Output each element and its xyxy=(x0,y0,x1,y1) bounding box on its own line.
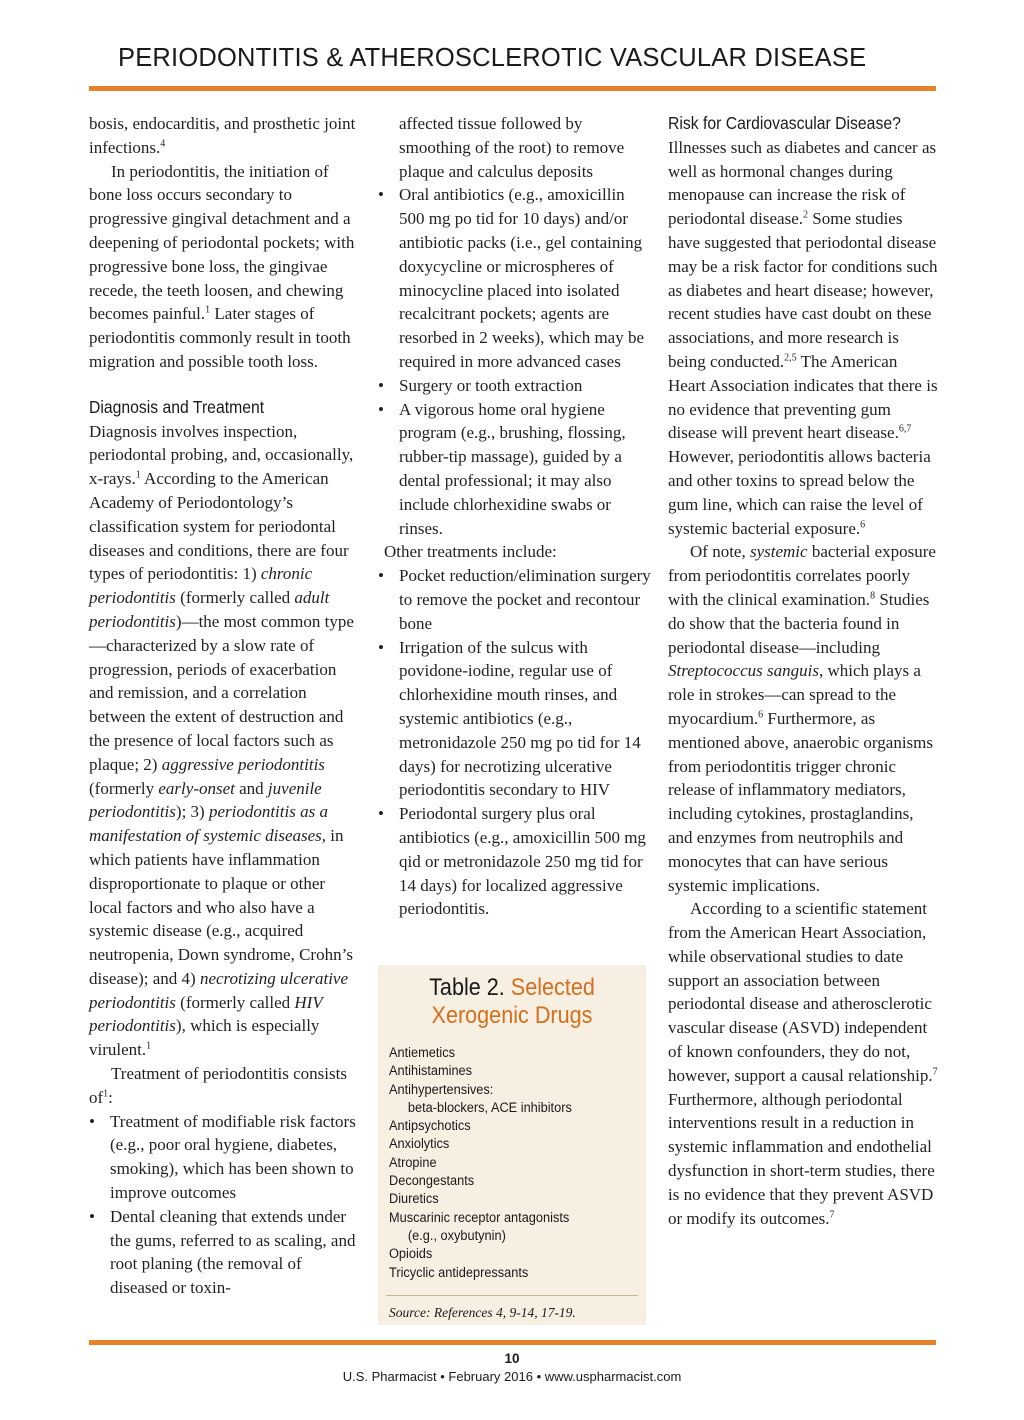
list-item: • Dental cleaning that extends under the gums, referred to as scaling, and root planing (the removal of diseased or toxin- xyxy=(89,1205,361,1300)
column-1 xyxy=(89,112,361,1300)
drug-list-item: Anxiolytics xyxy=(389,1136,450,1153)
drug-list-item: Tricyclic antidepressants xyxy=(389,1264,529,1281)
drug-list-item: Muscarinic receptor antagonists xyxy=(389,1209,570,1226)
drug-list-item: beta-blockers, ACE inhibitors xyxy=(407,1099,572,1116)
table-title: Table 2. Selected Xerogenic Drugs xyxy=(429,974,595,1029)
paragraph: Of note, systemic bacterial exposure from periodontitis correlates poorly with the clinical examination.$^8$ Studies do show that the bacteria found in periodontal disease—including Streptococcus sanguis, which plays a role in strokes—can spread to the myocardium.$^6$ Furthermore, as mentioned above, anaerobic organisms from periodontitis trigger chronic release of inflammatory mediators, including cytokines, prostaglandins, and enzymes from neutrophils and monocytes that can have serious systemic implications. xyxy=(668,542,936,895)
other-treatment-list xyxy=(378,564,651,921)
footer-publication-line: U.S. Pharmacist • February 2016 • www.uspharmacist.com xyxy=(342,1369,682,1384)
drug-list-item: Antihypertensives: xyxy=(389,1081,494,1098)
drug-list xyxy=(389,1044,646,1282)
list-item: • Treatment of modifiable risk factors (e.g., poor oral hygiene, diabetes, smoking), which has been shown to improve outcomes xyxy=(89,1110,361,1205)
treatment-list xyxy=(378,183,651,540)
running-head: PERIODONTITIS & ATHEROSCLEROTIC VASCULAR DISEASE xyxy=(118,44,867,72)
list-item: • Surgery or tooth extraction xyxy=(378,374,651,398)
list-item-continuation: affected tissue followed by smoothing of the root) to remove plaque and calculus deposits xyxy=(399,114,625,181)
drug-list-item: Diuretics xyxy=(389,1191,439,1208)
header-rule xyxy=(89,86,936,91)
drug-list-item: Antipsychotics xyxy=(389,1118,471,1135)
table-xerogenic-drugs xyxy=(378,965,646,1325)
paragraph: Treatment of periodontitis consists $of^1$: xyxy=(89,1064,347,1107)
drug-list-item: Antiemetics xyxy=(389,1045,455,1061)
drug-list-item: Atropine xyxy=(389,1154,437,1171)
table-source: Source: References 4, 9-14, 17-19. xyxy=(389,1304,576,1320)
list-item: • Oral antibiotics (e.g., amoxicillin 500 mg po tid for 10 days) and/or antibiotic packs (i.e., gel containing doxycycline or microspheres of minocycline placed into isolated recalcitrant pockets; agents are resorbed in 2 weeks), which may be required in more advanced cases xyxy=(378,183,651,373)
paragraph: Diagnosis involves inspection, periodontal probing, and, occasionally, x-rays.$^1$ According to the American Academy of Periodontology’s classification system for periodontal diseases and conditions, there are four types of periodontitis: 1) chronic periodontitis (formerly called adult periodontitis)—the most common type—characterized by a slow rate of progression, periods of exacerbation and remission, and a correlation between the extent of destruction and the presence of local factors such as plaque; 2) aggressive periodontitis (formerly early-onset and juvenile periodontitis); 3) periodontitis as a manifestation of systemic diseases, in which patients have inflammation disproportionate to plaque or other local factors and who also have a systemic disease (e.g., acquired neutropenia, Down syndrome, Crohn’s disease); and 4) necrotizing ulcerative periodontitis (formerly called HIV periodontitis), which is especially virulent.$^1$ xyxy=(89,421,354,1060)
section-heading-cardiovascular: Risk for Cardiovascular Disease? xyxy=(668,113,901,133)
footer-rule xyxy=(89,1340,936,1345)
drug-list-item: Opioids xyxy=(389,1246,433,1263)
treatment-list xyxy=(89,1110,361,1300)
list-item: • Periodontal surgery plus oral antibiotics (e.g., amoxicillin 500 mg qid or metronidazole 250 mg tid for 14 days) for localized aggressive periodontitis. xyxy=(378,802,651,921)
paragraph: In periodontitis, the initiation of bone loss occurs secondary to progressive gingival detachment and a deepening of periodontal pockets; with progressive bone loss, the gingivae recede, the teeth loosen, and chewing becomes painful.$^1$ Later stages of periodontitis commonly result in tooth migration and possible tooth loss. xyxy=(89,161,355,371)
column-2 xyxy=(378,112,651,921)
paragraph: bosis, endocarditis, and prosthetic joint infections.$^4$ xyxy=(89,114,356,157)
list-item: • A vigorous home oral hygiene program (e.g., brushing, flossing, rubber-tip massage), guided by a dental professional; it may also include chlorhexidine swabs or rinses. xyxy=(378,398,651,541)
drug-list-item: (e.g., oxybutynin) xyxy=(407,1227,506,1244)
paragraph: Illnesses such as diabetes and cancer as well as hormonal changes during menopause can increase the risk of periodontal disease.$^2$ Some studies have suggested that periodontal disease may be a risk factor for conditions such as diabetes and heart disease; however, recent studies have cast doubt on these associations, and more research is being conducted.$^{2,5}$ The American Heart Association indicates that there is no evidence that preventing gum disease will prevent heart disease.$^{6,7}$ However, periodontitis allows bacteria and other toxins to spread below the gum line, which can raise the level of systemic bacterial exposure.$^6$ xyxy=(668,137,938,538)
section-heading-diagnosis: Diagnosis and Treatment xyxy=(89,396,265,417)
paragraph: According to a scientific statement from the American Heart Association, while observational studies to date support an association between periodontal disease and atherosclerotic vascular disease (ASVD) independent of known confounders, they do not, however, support a causal relationship.$^7$ Furthermore, although periodontal interventions result in a reduction in systemic inflammation and endothelial dysfunction in short-term studies, there is no evidence that they prevent ASVD or modify its outcomes.$^7$ xyxy=(668,899,938,1228)
drug-list-item: Decongestants xyxy=(389,1173,475,1190)
list-item: • Pocket reduction/elimination surgery to remove the pocket and recontour bone xyxy=(378,564,651,635)
list-item: • Irrigation of the sulcus with povidone-iodine, regular use of chlorhexidine mouth rinses, and systemic antibiotics (e.g., metronidazole 250 mg po tid for 14 days) for necrotizing ulcerative periodontitis secondary to HIV xyxy=(378,636,651,803)
page-number: 10 xyxy=(504,1351,520,1366)
drug-list-item: Antihistamines xyxy=(389,1063,473,1080)
paragraph: Other treatments include: xyxy=(384,542,557,562)
table-divider xyxy=(386,1295,638,1296)
column-3 xyxy=(668,112,938,1230)
